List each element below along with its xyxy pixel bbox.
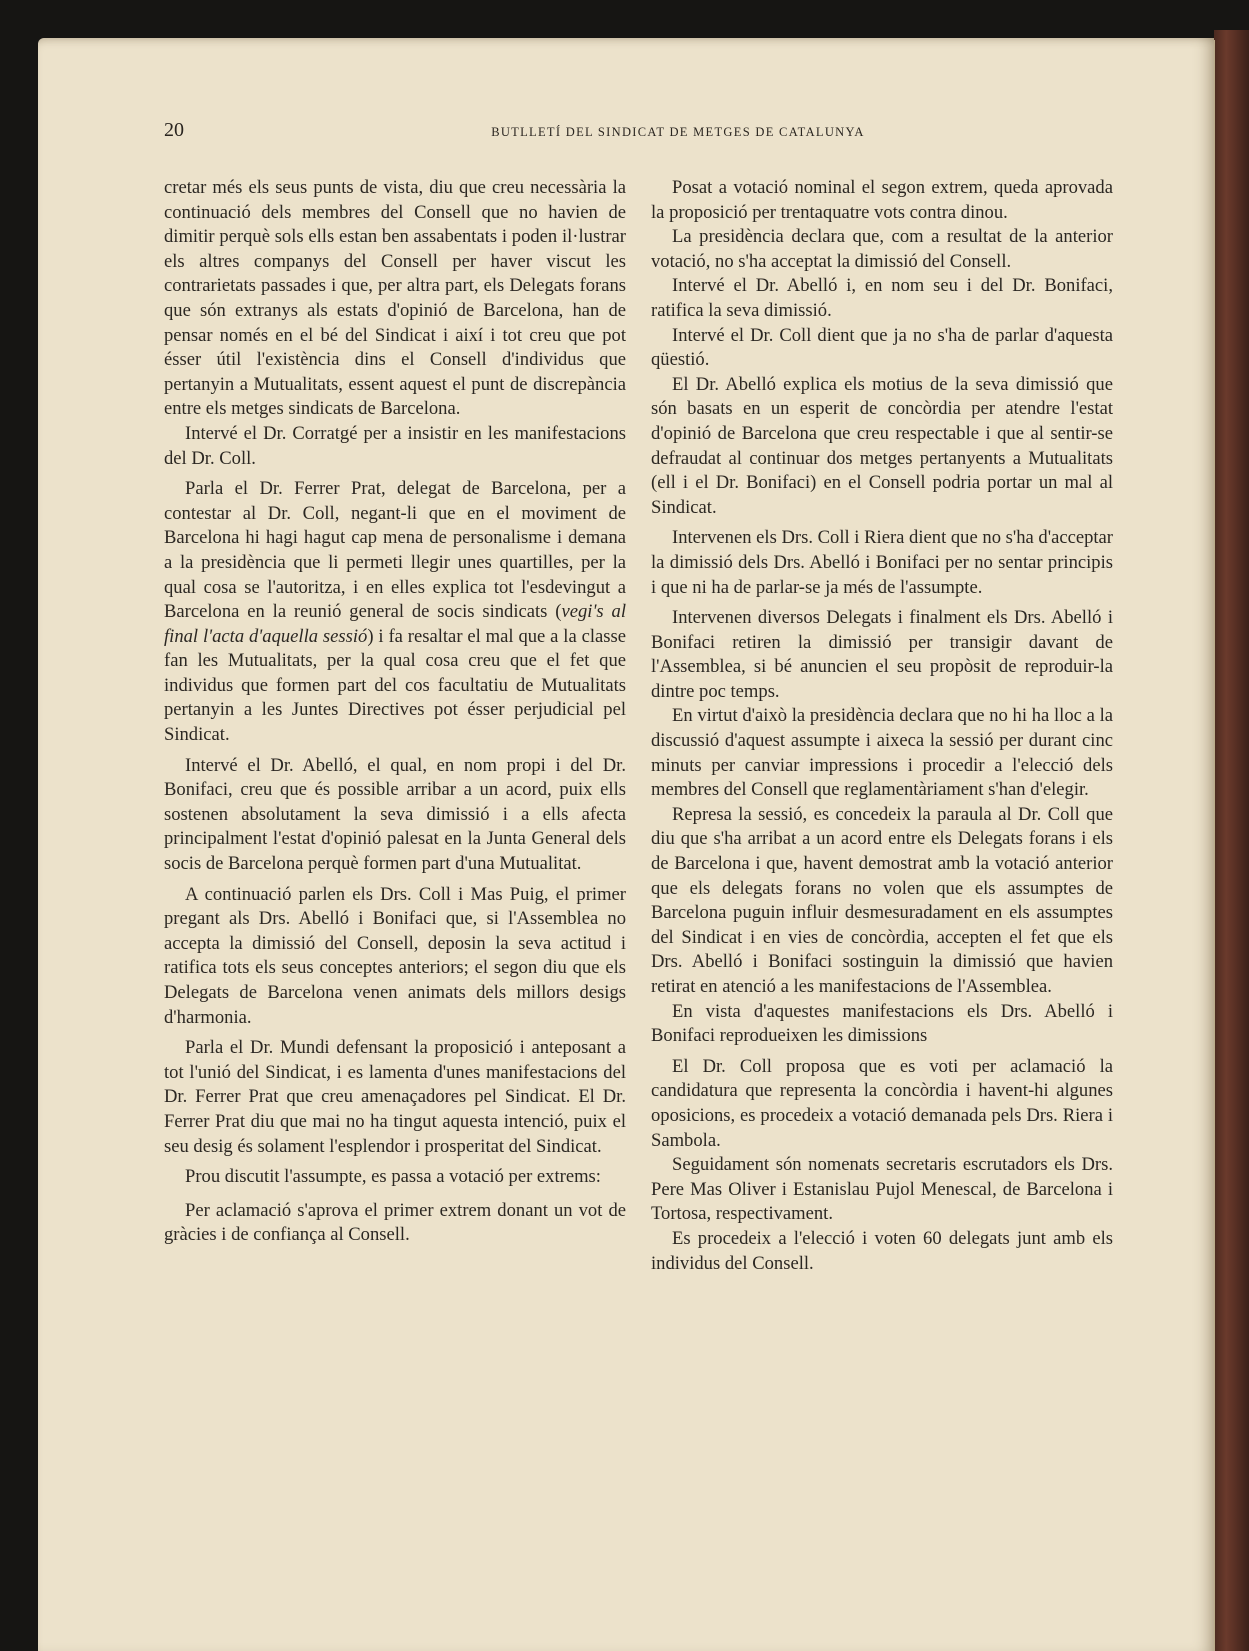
- paragraph: El Dr. Coll proposa que es voti per aclamació la candidatura que representa la concòrdia i havent-hi algunes oposicions, es procedeix a votació demanada pels Drs. Riera i Sambola.: [651, 1055, 1113, 1151]
- paragraph: Prou discutit l'assumpte, es passa a votació per extrems:: [185, 1166, 601, 1188]
- paragraph: Intervenen diversos Delegats i finalment els Drs. Abelló i Bonifaci retiren la dimissió per transigir davant de l'Assemblea, si bé anuncien el seu propòsit de reproduir-la dintre poc temps.: [651, 607, 1113, 702]
- paragraph: Intervé el Dr. Coll dient que ja no s'ha de parlar d'aquesta qüestió.: [651, 324, 1113, 371]
- paragraph: Intervé el Dr. Corratgé per a insistir en les manifestacions del Dr. Coll.: [164, 422, 626, 469]
- italic-reference: vegi's al final l'acta d'aquella sessió: [164, 601, 626, 647]
- paragraph: Parla el Dr. Ferrer Prat, delegat de Barcelona, per a contestar al Dr. Coll, negant-li que en el moviment de Barcelona hi hagi hagut cap mena de personalisme i demana a la presidència que li permeti llegir unes quartilles, per la qual cosa se l'autoritza, i en elles explica tot l'esdevingut a Barcelona en la reunió general de socis sindicats (vegi's al final l'acta d'aquella sessió) i fa resaltar el mal que a la classe fan les Mutualitats, per la qual cosa creu que el fet que individus que formen part del cos facultatiu de Mutualitats pertanyin a les Juntes Directives pot ésser perjudicial pel Sindicat.: [164, 478, 626, 746]
- book-spine: [1214, 30, 1249, 1651]
- paragraph: cretar més els seus punts de vista, diu que creu necessària la continuació dels membres del Consell que no havien de dimitir perquè sols ells estan ben assabentats i poden il·lustrar els altres companys del Consell per haver viscut les contrarietats passades i que, per altra part, els Delegats forans que són extranys als estats d'opinió de Barcelona, han de pensar només en el bé del Sindicat i així i tot creu que pot ésser útil l'existència dins el Consell d'individus que pertanyin a Mutualitats, essent aquest el punt de discrepància entre els metges sindicats de Barcelona.: [164, 177, 626, 420]
- paragraph: Seguidament són nomenats secretaris escrutadors els Drs. Pere Mas Oliver i Estanislau Pujol Menescal, de Barcelona i Tortosa, respectivament.: [651, 1154, 1113, 1225]
- paragraph: Parla el Dr. Mundi defensant la proposició i anteposant a tot l'unió del Sindicat, i es lamenta d'unes manifestacions del Dr. Ferrer Prat que creu amenaçadores pel Sindicat. El Dr. Ferrer Prat diu que mai no ha tingut aquesta intenció, puix el seu desig és solament l'esplendor i prosperitat del Sindicat.: [164, 1037, 626, 1157]
- paragraph: La presidència declara que, com a resultat de la anterior votació, no s'ha acceptat la dimissió del Consell.: [651, 226, 1113, 272]
- paragraph: A continuació parlen els Drs. Coll i Mas Puig, el primer pregant als Drs. Abelló i Bonifaci que, si l'Assemblea no accepta la dimissió del Consell, deposin la seva actitud i ratifica tots els seus conceptes anteriors; el segon diu que els Delegats de Barcelona venen animats dels millors desigs d'harmonia.: [164, 883, 626, 1028]
- paragraph: Intervenen els Drs. Coll i Riera dient que no s'ha d'acceptar la dimissió dels Drs. Abelló i Bonifaci per no sentar principis i que ni ha de parlar-se ja més de l'assumpte.: [651, 527, 1113, 598]
- paragraph: Es procedeix a l'elecció i voten 60 delegats junt amb els individus del Consell.: [651, 1227, 1113, 1274]
- paragraph: Represa la sessió, es concedeix la paraula al Dr. Coll que diu que s'ha arribat a un acord entre els Delegats forans i els de Barcelona i que, havent demostrat amb la votació anterior que els delegats forans no volen que els assumptes de Barcelona puguin influir desmesuradament en els assumptes del Sindicat i en vies de concòrdia, accepten el fet que els Drs. Abelló i Bonifaci sostinguin la dimissió que havien retirat en atenció a les manifestacions de l'Assemblea.: [651, 803, 1113, 997]
- right-column: [651, 176, 1113, 1276]
- running-title: BUTLLETÍ DEL SINDICAT DE METGES DE CATALUNYA: [491, 125, 865, 139]
- page-header: [164, 119, 1116, 144]
- paragraph: El Dr. Abelló explica els motius de la seva dimissió que són basats en un esperit de concòrdia per atendre l'estat d'opinió de Barcelona que creu respectable i que al sentir-se defraudat al continuar dos metges pertanyents a Mutualitats (ell i el Dr. Bonifaci) en el Consell podria portar un mal al Sindicat.: [651, 373, 1113, 518]
- paragraph: Per aclamació s'aprova el primer extrem donant un vot de gràcies i de confiança al Consell.: [164, 1199, 626, 1246]
- paragraph: En vista d'aquestes manifestacions els Drs. Abelló i Bonifaci reprodueixen les dimissions: [651, 1000, 1113, 1047]
- paragraph: Intervé el Dr. Abelló, el qual, en nom propi i del Dr. Bonifaci, creu que és possible arribar a un acord, puix ells sostenen absolutament la seva dimissió i a ells afecta principalment l'estat d'opinió palesat en la Junta General dels socis de Barcelona perquè formen part d'una Mutualitat.: [164, 754, 626, 875]
- paragraph: Intervé el Dr. Abelló i, en nom seu i del Dr. Bonifaci, ratifica la seva dimissió.: [651, 275, 1113, 321]
- left-column: [164, 176, 626, 1248]
- paragraph: Posat a votació nominal el segon extrem, queda aprovada la proposició per trentaquatre vots contra dinou.: [651, 177, 1113, 223]
- page-number: 20: [164, 119, 184, 141]
- paragraph: En virtut d'això la presidència declara que no hi ha lloc a la discussió d'aquest assumpte i aixeca la sessió per durant cinc minuts per canviar impressions i procedir a l'elecció dels membres del Consell que reglamentàriament s'han d'elegir.: [651, 705, 1113, 801]
